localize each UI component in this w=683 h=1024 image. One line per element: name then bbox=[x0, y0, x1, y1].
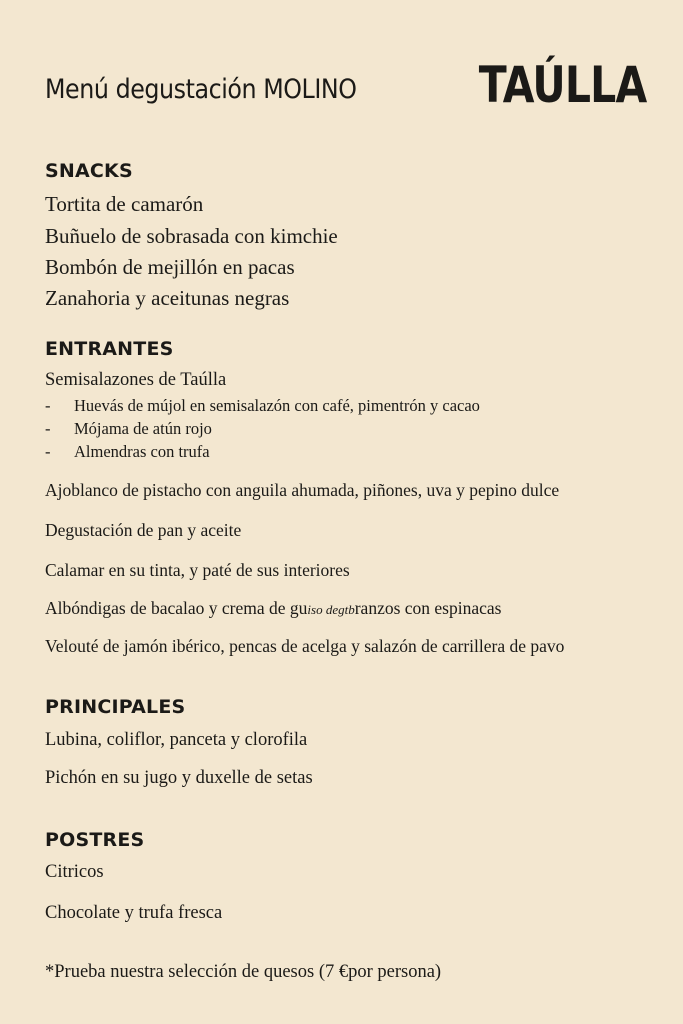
menu-item: Bombón de mejillón en pacas bbox=[45, 255, 295, 279]
menu-item: Velouté de jamón ibérico, pencas de acelga y salazón de carrillera de pavo bbox=[45, 636, 565, 656]
menu-item: Pichón en su jugo y duxelle de setas bbox=[45, 768, 313, 788]
menu-item-text: Albóndigas de bacalao y crema de gu bbox=[45, 598, 308, 618]
section-heading-postres: POSTRES bbox=[45, 829, 145, 851]
menu-item: Buñuelo de sobrasada con kimchie bbox=[45, 224, 338, 248]
menu-item: Lubina, coliflor, panceta y clorofila bbox=[45, 730, 308, 750]
restaurant-logo-text: TAÚLLA bbox=[478, 56, 646, 114]
menu-sub-item-text: Huevás de mújol en semisalazón con café, pimentrón y cacao bbox=[74, 396, 480, 415]
menu-item: Zanahoria y aceitunas negras bbox=[45, 286, 290, 310]
menu-title: Menú degustación MOLINO bbox=[45, 74, 357, 105]
menu-sub-item bbox=[45, 396, 480, 416]
list-dash: - bbox=[45, 442, 51, 461]
list-dash: - bbox=[45, 419, 51, 438]
section-heading-principales: PRINCIPALES bbox=[45, 696, 186, 718]
menu-item-albondigas bbox=[45, 598, 501, 619]
section-heading-entrantes: ENTRANTES bbox=[45, 338, 174, 360]
menu-item: Chocolate y trufa fresca bbox=[45, 903, 223, 923]
cheese-note: *Prueba nuestra selección de quesos (7 €por persona) bbox=[45, 962, 442, 982]
menu-sub-item-text: Mójama de atún rojo bbox=[74, 419, 212, 438]
menu-item: Calamar en su tinta, y paté de sus interiores bbox=[45, 560, 350, 580]
menu-item: Citricos bbox=[45, 862, 104, 882]
menu-sub-item bbox=[45, 442, 210, 462]
menu-item: Ajoblanco de pistacho con anguila ahumada, piñones, uva y pepino dulce bbox=[45, 480, 560, 500]
menu-sub-item-text: Almendras con trufa bbox=[74, 442, 210, 461]
list-dash: - bbox=[45, 396, 51, 415]
menu-item-text: ranzos con espinacas bbox=[354, 598, 502, 618]
menu-sub-item bbox=[45, 419, 212, 439]
menu-item-text-small: iso degtb bbox=[307, 602, 355, 617]
menu-item: Degustación de pan y aceite bbox=[45, 520, 242, 540]
section-heading-snacks: SNACKS bbox=[45, 160, 133, 182]
menu-item: Tortita de camarón bbox=[45, 192, 204, 216]
menu-group-title: Semisalazones de Taúlla bbox=[45, 370, 227, 390]
